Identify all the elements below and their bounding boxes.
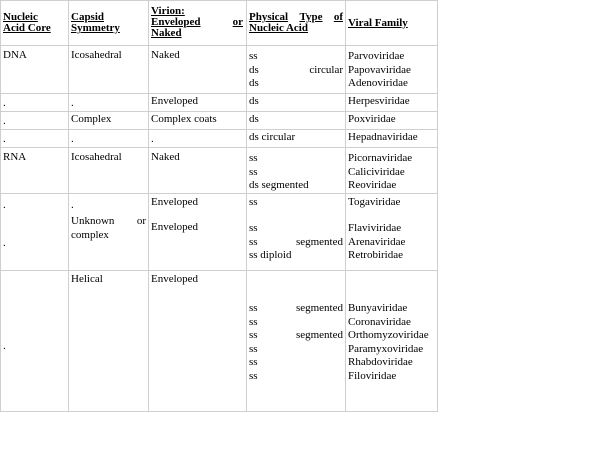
- header-line: Naked: [151, 27, 182, 39]
- header-capsid-symmetry: [71, 12, 145, 34]
- capsid-line: [71, 215, 146, 229]
- family-line: Paramyxoviridae: [348, 342, 424, 355]
- cell-core: .: [3, 237, 6, 249]
- cell-virion: .: [151, 133, 154, 145]
- type-word: segmented: [295, 329, 343, 341]
- capsid-word: Unknown: [71, 215, 115, 227]
- family-line: Coronaviridae: [348, 315, 411, 328]
- type-line: [249, 236, 343, 250]
- family-line: Parvoviridae: [348, 50, 405, 62]
- type-line: [249, 329, 343, 343]
- type-line: ss: [249, 50, 258, 62]
- type-line: ss: [249, 342, 258, 355]
- type-line: ss: [249, 369, 258, 382]
- row-divider: [0, 111, 438, 112]
- type-word: ss: [249, 329, 258, 341]
- cell-capsid: .: [71, 97, 74, 109]
- family-line: Picornaviridae: [348, 152, 413, 164]
- family-line: Flaviviridae: [348, 222, 402, 234]
- type-line: ss diploid: [249, 249, 292, 261]
- cell-viral-family: [348, 50, 411, 91]
- header-word: Enveloped: [151, 16, 201, 28]
- cell-physical-type: ds: [249, 113, 259, 125]
- cell-viral-family: [348, 222, 405, 263]
- row-divider: [0, 129, 438, 130]
- cell-viral-family: Poxviridae: [348, 113, 396, 125]
- cell-virion: Enveloped: [151, 95, 199, 107]
- cell-virion: Enveloped: [151, 273, 199, 285]
- cell-viral-family: [348, 302, 429, 383]
- type-word: circular: [309, 63, 343, 76]
- capsid-line: complex: [71, 228, 109, 241]
- family-line: Filoviridae: [348, 369, 397, 382]
- cell-viral-family: Hepadnaviridae: [348, 131, 418, 143]
- row-divider: [0, 93, 438, 94]
- cell-physical-type: ds circular: [249, 131, 296, 143]
- family-line: Reoviridae: [348, 179, 397, 191]
- cell-physical-type: ss: [249, 196, 258, 208]
- cell-capsid: [71, 215, 146, 242]
- row-divider: [0, 0, 438, 1]
- header-physical-type: [249, 12, 343, 34]
- column-divider: [437, 0, 438, 412]
- cell-physical-type: ds: [249, 95, 259, 107]
- row-divider: [0, 45, 438, 46]
- column-divider: [148, 0, 149, 412]
- header-line: Symmetry: [71, 22, 120, 34]
- cell-physical-type: [249, 302, 343, 383]
- type-word: segmented: [295, 302, 343, 314]
- cell-capsid: Complex: [71, 113, 112, 125]
- cell-core: .: [3, 133, 6, 145]
- cell-capsid: Helical: [71, 273, 103, 285]
- row-divider: [0, 411, 438, 412]
- cell-virion: Naked: [151, 49, 180, 61]
- column-divider: [345, 0, 346, 412]
- cell-viral-family: Togaviridae: [348, 196, 401, 208]
- cell-viral-family: Herpesviridae: [348, 95, 410, 107]
- type-line: ss: [249, 165, 258, 178]
- column-divider: [246, 0, 247, 412]
- family-line: Rhabdoviridae: [348, 356, 413, 368]
- type-line: [249, 302, 343, 316]
- type-word: ss: [249, 302, 258, 314]
- header-line: Nucleic: [3, 11, 38, 23]
- family-line: Retrobiridae: [348, 249, 403, 261]
- family-line: Adenoviridae: [348, 77, 408, 89]
- cell-viral-family: [348, 152, 412, 193]
- type-line: [249, 64, 343, 78]
- header-word: or: [232, 16, 243, 28]
- header-nucleic-acid-core: [3, 12, 66, 34]
- type-line: ds segmented: [249, 179, 309, 191]
- type-line: ss: [249, 315, 258, 328]
- cell-physical-type: [249, 50, 343, 91]
- cell-capsid: .: [71, 133, 74, 145]
- row-divider: [0, 270, 438, 271]
- header-line: Capsid: [71, 11, 105, 23]
- cell-core: .: [3, 199, 6, 211]
- header-virion: [151, 6, 243, 39]
- type-line: ss: [249, 152, 258, 164]
- type-word: ds: [249, 63, 259, 76]
- cell-capsid: .: [71, 199, 74, 211]
- column-divider: [68, 0, 69, 412]
- family-line: Papovaviridae: [348, 63, 411, 76]
- column-divider: [0, 0, 1, 412]
- cell-core: RNA: [3, 151, 27, 163]
- capsid-word: or: [136, 215, 146, 227]
- header-word: of: [333, 11, 343, 23]
- family-line: Caliciviridae: [348, 165, 405, 178]
- cell-physical-type: [249, 152, 309, 193]
- cell-core: .: [3, 97, 6, 109]
- cell-capsid: Icosahedral: [71, 151, 122, 163]
- header-line: Acid Core: [3, 22, 51, 34]
- cell-capsid: Icosahedral: [71, 49, 122, 61]
- header-line: Nucleic Acid: [249, 22, 308, 34]
- header-word: Physical: [249, 11, 289, 23]
- type-line: ss: [249, 222, 258, 234]
- type-word: ss: [249, 235, 258, 248]
- cell-core: .: [3, 115, 6, 127]
- row-divider: [0, 193, 438, 194]
- cell-virion: Enveloped: [151, 196, 199, 208]
- family-line: Bunyaviridae: [348, 302, 408, 314]
- cell-virion: Enveloped: [151, 221, 199, 233]
- type-line: ss: [249, 356, 258, 368]
- header-line: Virion:: [151, 5, 185, 17]
- cell-physical-type: [249, 222, 343, 263]
- header-viral-family: Viral Family: [348, 17, 408, 29]
- type-line: ds: [249, 77, 259, 89]
- cell-core: DNA: [3, 49, 27, 61]
- header-word: Type: [299, 11, 323, 23]
- cell-core: .: [3, 340, 6, 352]
- family-line: Arenaviridae: [348, 235, 406, 248]
- cell-virion: Naked: [151, 151, 180, 163]
- family-line: Orthomyzoviridae: [348, 329, 429, 341]
- type-word: segmented: [295, 235, 343, 248]
- row-divider: [0, 147, 438, 148]
- cell-virion: Complex coats: [151, 113, 217, 125]
